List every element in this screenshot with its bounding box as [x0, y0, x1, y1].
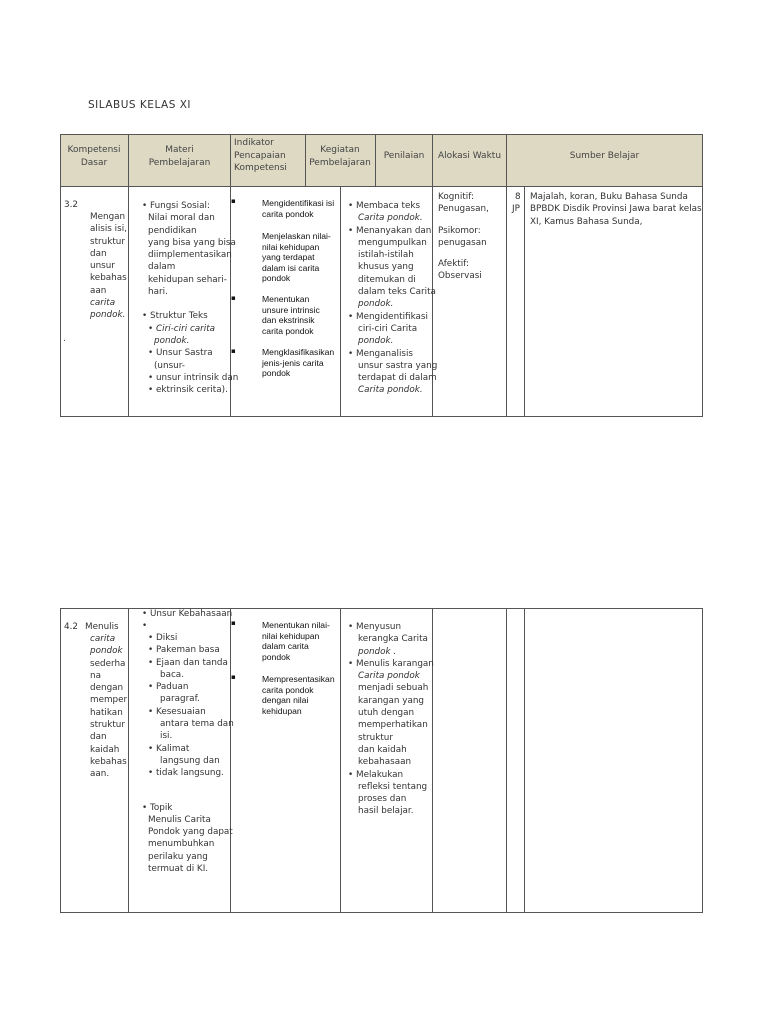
row2-kd-first: Menulis: [85, 622, 119, 632]
header-penilaian: Penilaian: [383, 151, 425, 161]
row2-kegiatan: • Menyusun kerangka Carita pondok . • Menulis karangan Carita pondok menjadi sebuah karangan yang utuh dengan memperhatikan struktur dan kaidah kebahasaan • Melakukan refleksi tentang proses dan hasil belajar.: [348, 622, 434, 817]
row1-kd-number: 3.2: [64, 200, 78, 210]
row1-sumber-belajar: Majalah, koran, Buku Bahasa Sunda BPBDK Disdik Provinsi Jawa barat kelas XI, Kamus Bahasa Sunda,: [530, 192, 702, 227]
square-bullet-icon: ▪: [231, 619, 236, 627]
header-alokasi-waktu: Alokasi Waktu: [437, 151, 502, 161]
row2-materi: • Diksi • Pakeman basa • Ejaan dan tanda baca. • Paduan paragraf. • Kesesuaian antara tema dan isi. • Kalimat langsung dan • tidak langsung. • Topik Menulis Carita Pondok yang dapat menumbuhkan perilaku yang termuat di KI.: [142, 633, 234, 875]
header-indikator: Indikator Pencapaian Kompetensi: [234, 138, 287, 173]
header-materi-pembelajaran: Materi Pembelajaran: [148, 145, 211, 168]
square-bullet-icon: ▪: [231, 294, 236, 302]
row1-kd-text: Mengan alisis isi, struktur dan unsur kebahas aan carita pondok.: [90, 212, 127, 321]
row2-kd-text: carita pondok sederha na dengan memper hatikan struktur dan kaidah kebahas aan.: [90, 634, 128, 780]
row1-kd-dot: .: [63, 334, 66, 344]
row2-materi-top-bullet: •: [142, 621, 148, 631]
document-title: SILABUS KELAS XI: [88, 99, 192, 111]
row1-alokasi-unit: JP: [512, 204, 520, 214]
header-sumber-belajar: Sumber Belajar: [569, 151, 640, 161]
row1-penilaian: Kognitif: Penugasan, Psikomor: penugasan Afektif: Observasi: [438, 192, 489, 282]
row1-materi: • Fungsi Sosial: Nilai moral dan pendidikan yang bisa yang bisa diimplementasikan dalam kehidupan sehari- hari. • Struktur Teks • Ciri-ciri carita pondok. • Unsur Sastra (unsur- • unsur intrinsik dan • ektrinsik cerita).: [142, 201, 239, 396]
square-bullet-icon: ▪: [231, 673, 236, 681]
header-kegiatan: Kegiatan Pembelajaran: [309, 145, 371, 168]
header-kompetensi-dasar: Kompetensi Dasar: [67, 145, 121, 168]
square-bullet-icon: ▪: [231, 197, 236, 205]
row1-kegiatan: • Membaca teks Carita pondok. • Menanyakan dan mengumpulkan istilah-istilah khusus yang ditemukan di dalam teks Carita pondok. • Mengidentifikasi ciri-ciri Carita pondok. • Menganalisis unsur sastra yang terdapat di dalam Carita pondok.: [348, 201, 438, 396]
square-bullet-icon: ▪: [231, 347, 236, 355]
row2-materi-top: • Unsur Kebahasaan: [142, 609, 233, 619]
row1-alokasi-number: 8: [515, 192, 521, 202]
row2-kd-number: 4.2: [64, 622, 78, 632]
